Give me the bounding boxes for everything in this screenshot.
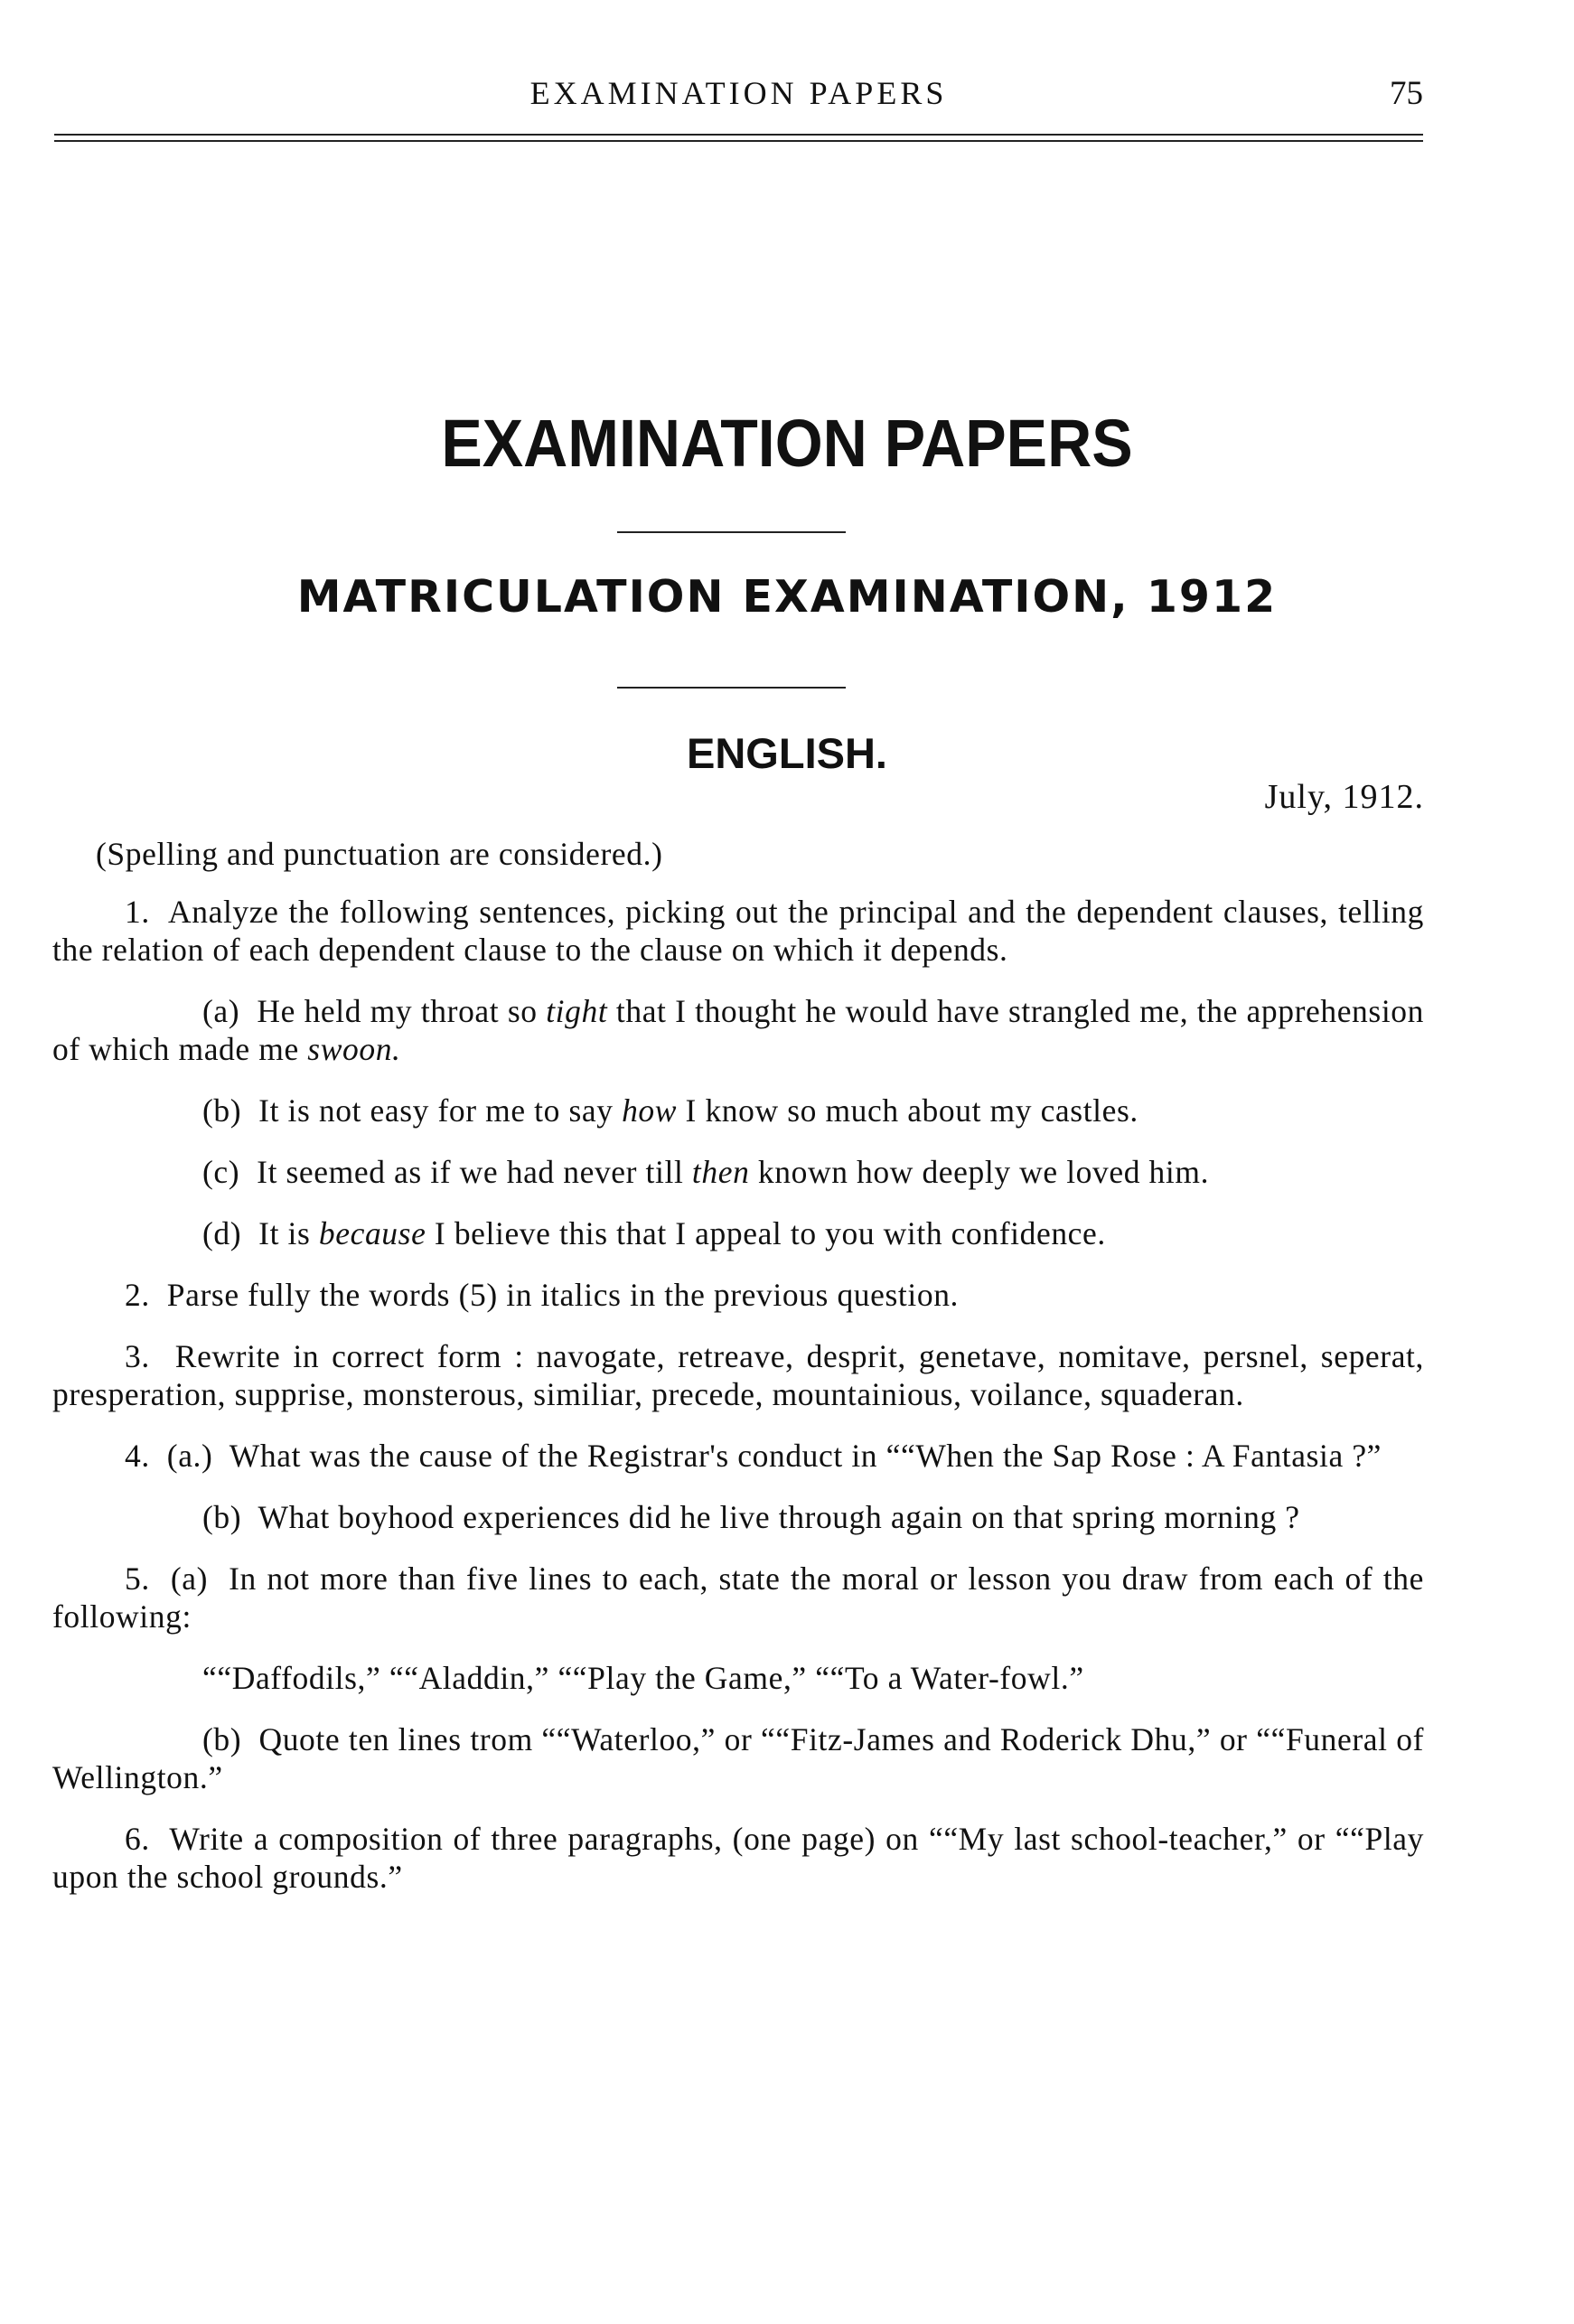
part-label: (a) <box>202 993 240 1029</box>
title-divider <box>617 531 846 533</box>
question-text: Parse fully the words (5) in italics in the previous question. <box>166 1277 960 1313</box>
question-text: Rewrite in correct form : navogate, retreave, desprit, genetave, nomitave, persnel, seperat, presperation, supprise, monsterous, similiar, precede, mountainious, voilance, squaderan. <box>52 1338 1424 1412</box>
part-text: I believe this that I appeal to you with confidence. <box>434 1215 1106 1251</box>
part-text: It is <box>258 1215 311 1251</box>
subject-heading: ENGLISH. <box>687 729 887 777</box>
part-text: known how deeply we loved him. <box>757 1154 1210 1190</box>
poem-titles: ““Daffodils,” ““Aladdin,” ““Play the Game,” ““To a Water-fowl.” <box>202 1660 1084 1696</box>
question-4b <box>52 1498 1424 1536</box>
part-label: (b) <box>202 1499 242 1535</box>
part-text: He held my throat so <box>257 993 538 1029</box>
header-rule-top <box>54 134 1423 136</box>
italic-word: swoon. <box>307 1031 401 1067</box>
part-text: that I thought he would have strangled me, the apprehension of which made me <box>52 993 1424 1067</box>
question-1b <box>52 1092 1424 1129</box>
question-4a <box>52 1437 1424 1475</box>
question-number: 5. <box>125 1560 150 1597</box>
exam-subtitle: MATRICULATION EXAMINATION, 1912 <box>296 571 1278 623</box>
question-5a <box>52 1560 1424 1635</box>
italic-word: because <box>318 1215 426 1251</box>
part-label: (d) <box>202 1215 242 1251</box>
part-text: What boyhood experiences did he live through again on that spring morning ? <box>258 1499 1300 1535</box>
question-1 <box>52 893 1424 969</box>
part-text: In not more than five lines to each, state the moral or lesson you draw from each of the following: <box>52 1560 1424 1635</box>
header-rule-bottom <box>54 140 1423 142</box>
question-number: 6. <box>125 1821 150 1857</box>
question-number: 4. <box>125 1438 150 1474</box>
subtitle-divider <box>617 687 846 689</box>
question-5b <box>52 1720 1424 1796</box>
part-text: What was the cause of the Registrar's conduct in ““When the Sap Rose : A Fantasia ?” <box>229 1438 1382 1474</box>
question-number: 1. <box>125 894 150 930</box>
italic-word: how <box>622 1092 678 1129</box>
instructions-note: (Spelling and punctuation are considered.) <box>96 836 663 872</box>
question-number: 2. <box>125 1277 150 1313</box>
part-label: (c) <box>202 1154 240 1190</box>
question-3 <box>52 1337 1424 1413</box>
exam-questions <box>52 835 1424 1919</box>
question-1d <box>52 1214 1424 1252</box>
running-title: EXAMINATION PAPERS <box>529 75 948 111</box>
question-6 <box>52 1820 1424 1896</box>
part-text: I know so much about my castles. <box>685 1092 1138 1129</box>
exam-date: July, 1912. <box>1264 778 1424 816</box>
italic-word: then <box>691 1154 750 1190</box>
question-2 <box>52 1276 1424 1314</box>
part-text: It seemed as if we had never till <box>257 1154 684 1190</box>
question-1c <box>52 1153 1424 1191</box>
italic-word: tight <box>546 993 608 1029</box>
part-label: (a.) <box>166 1438 213 1474</box>
question-number: 3. <box>125 1338 150 1374</box>
part-label: (b) <box>202 1092 242 1129</box>
part-label: (a) <box>170 1560 209 1597</box>
part-label: (b) <box>202 1721 242 1757</box>
part-text: Quote ten lines trom ““Waterloo,” or ““Fitz-James and Roderick Dhu,” or ““Funeral of Wellington.” <box>52 1721 1424 1795</box>
part-text: It is not easy for me to say <box>258 1092 614 1129</box>
question-1a <box>52 992 1424 1068</box>
question-text: Analyze the following sentences, picking out the principal and the dependent clauses, telling the relation of each dependent clause to the clause on which it depends. <box>52 894 1424 968</box>
page-title: EXAMINATION PAPERS <box>441 406 1133 481</box>
page-number: 75 <box>1390 75 1423 112</box>
question-text: Write a composition of three paragraphs, (one page) on ““My last school-teacher,” or ““Play upon the school grounds.” <box>52 1821 1425 1895</box>
running-head <box>54 74 1423 119</box>
